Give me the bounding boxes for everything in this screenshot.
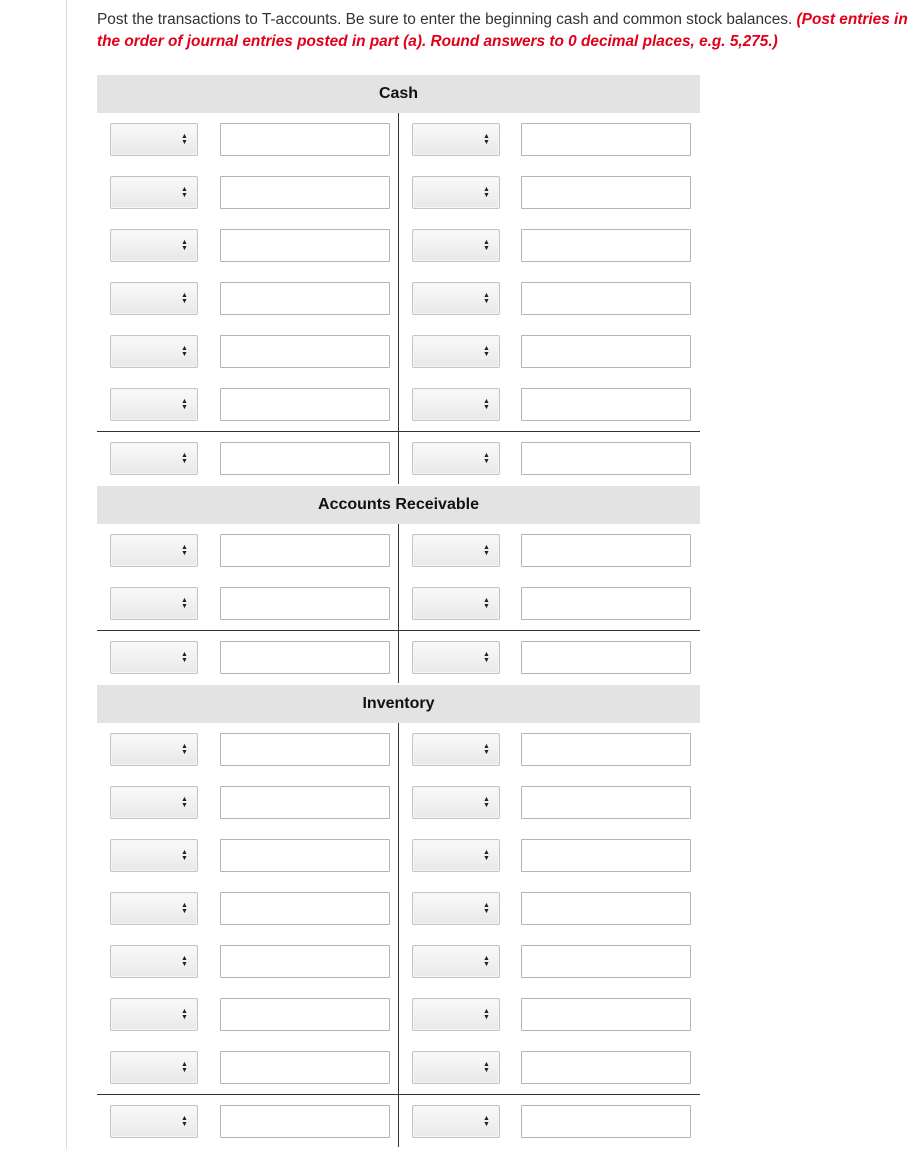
credit-amount-input[interactable] <box>521 335 691 368</box>
debit-amount-input[interactable] <box>220 1105 390 1138</box>
balance-row <box>97 630 700 683</box>
debit-amount-input[interactable] <box>220 442 390 475</box>
instructions-emphasis: (Post entries in the order of journal entries posted in part (a). Round answers to 0 decimal places, e.g. 5,275.) <box>97 11 908 50</box>
up-down-arrows-icon: ▲ ▼ <box>181 544 188 557</box>
up-down-arrows-icon: ▲ ▼ <box>181 743 188 756</box>
debit-account-select[interactable] <box>110 442 198 475</box>
up-down-arrows-icon: ▲ ▼ <box>483 1115 490 1128</box>
credit-amount-input[interactable] <box>521 587 691 620</box>
up-down-arrows-icon: ▲ ▼ <box>483 796 490 809</box>
balance-row <box>97 1094 700 1147</box>
credit-account-select[interactable] <box>412 1051 500 1084</box>
left-margin-rule <box>66 0 67 1149</box>
credit-amount-input[interactable] <box>521 945 691 978</box>
debit-amount-input[interactable] <box>220 998 390 1031</box>
up-down-arrows-icon: ▲ ▼ <box>483 597 490 610</box>
up-down-arrows-icon: ▲ ▼ <box>181 345 188 358</box>
entry-row <box>97 378 700 431</box>
debit-amount-input[interactable] <box>220 229 390 262</box>
entry-row <box>97 829 700 882</box>
entry-row <box>97 113 700 166</box>
debit-amount-input[interactable] <box>220 282 390 315</box>
credit-account-select[interactable] <box>412 442 500 475</box>
t-account-body <box>97 723 700 1147</box>
credit-account-select[interactable] <box>412 229 500 262</box>
up-down-arrows-icon: ▲ ▼ <box>483 955 490 968</box>
debit-account-select[interactable] <box>110 998 198 1031</box>
credit-amount-input[interactable] <box>521 641 691 674</box>
credit-amount-input[interactable] <box>521 282 691 315</box>
up-down-arrows-icon: ▲ ▼ <box>181 452 188 465</box>
credit-amount-input[interactable] <box>521 176 691 209</box>
credit-account-select[interactable] <box>412 892 500 925</box>
account-title: Inventory <box>97 685 700 723</box>
debit-amount-input[interactable] <box>220 1051 390 1084</box>
credit-amount-input[interactable] <box>521 442 691 475</box>
t-account-accounts-receivable <box>97 486 700 683</box>
up-down-arrows-icon: ▲ ▼ <box>483 1008 490 1021</box>
up-down-arrows-icon: ▲ ▼ <box>181 955 188 968</box>
debit-amount-input[interactable] <box>220 839 390 872</box>
up-down-arrows-icon: ▲ ▼ <box>181 597 188 610</box>
debit-account-select[interactable] <box>110 1105 198 1138</box>
debit-account-select[interactable] <box>110 282 198 315</box>
credit-account-select[interactable] <box>412 1105 500 1138</box>
debit-account-select[interactable] <box>110 733 198 766</box>
account-title: Accounts Receivable <box>97 486 700 524</box>
t-account-inventory <box>97 685 700 1147</box>
credit-amount-input[interactable] <box>521 534 691 567</box>
debit-amount-input[interactable] <box>220 388 390 421</box>
up-down-arrows-icon: ▲ ▼ <box>181 849 188 862</box>
up-down-arrows-icon: ▲ ▼ <box>181 651 188 664</box>
entry-row <box>97 166 700 219</box>
up-down-arrows-icon: ▲ ▼ <box>181 1061 188 1074</box>
entry-row <box>97 988 700 1041</box>
credit-account-select[interactable] <box>412 733 500 766</box>
debit-account-select[interactable] <box>110 388 198 421</box>
debit-amount-input[interactable] <box>220 945 390 978</box>
debit-account-select[interactable] <box>110 587 198 620</box>
debit-account-select[interactable] <box>110 123 198 156</box>
debit-amount-input[interactable] <box>220 641 390 674</box>
credit-account-select[interactable] <box>412 786 500 819</box>
debit-amount-input[interactable] <box>220 534 390 567</box>
up-down-arrows-icon: ▲ ▼ <box>483 849 490 862</box>
up-down-arrows-icon: ▲ ▼ <box>483 651 490 664</box>
entry-row <box>97 935 700 988</box>
entry-row <box>97 577 700 630</box>
credit-account-select[interactable] <box>412 282 500 315</box>
up-down-arrows-icon: ▲ ▼ <box>483 743 490 756</box>
t-account-body <box>97 113 700 484</box>
entry-row <box>97 776 700 829</box>
entry-row <box>97 219 700 272</box>
debit-account-select[interactable] <box>110 641 198 674</box>
up-down-arrows-icon: ▲ ▼ <box>181 239 188 252</box>
entry-row <box>97 325 700 378</box>
debit-amount-input[interactable] <box>220 587 390 620</box>
entry-row <box>97 272 700 325</box>
credit-account-select[interactable] <box>412 839 500 872</box>
credit-account-select[interactable] <box>412 388 500 421</box>
credit-account-select[interactable] <box>412 123 500 156</box>
up-down-arrows-icon: ▲ ▼ <box>483 133 490 146</box>
up-down-arrows-icon: ▲ ▼ <box>483 186 490 199</box>
debit-account-select[interactable] <box>110 786 198 819</box>
instructions <box>97 9 912 53</box>
debit-amount-input[interactable] <box>220 892 390 925</box>
credit-amount-input[interactable] <box>521 123 691 156</box>
account-title: Cash <box>97 75 700 113</box>
credit-account-select[interactable] <box>412 176 500 209</box>
credit-amount-input[interactable] <box>521 733 691 766</box>
up-down-arrows-icon: ▲ ▼ <box>181 133 188 146</box>
credit-amount-input[interactable] <box>521 892 691 925</box>
up-down-arrows-icon: ▲ ▼ <box>483 1061 490 1074</box>
credit-amount-input[interactable] <box>521 786 691 819</box>
credit-account-select[interactable] <box>412 534 500 567</box>
up-down-arrows-icon: ▲ ▼ <box>181 1008 188 1021</box>
debit-account-select[interactable] <box>110 176 198 209</box>
debit-account-select[interactable] <box>110 945 198 978</box>
debit-amount-input[interactable] <box>220 335 390 368</box>
up-down-arrows-icon: ▲ ▼ <box>181 292 188 305</box>
debit-account-select[interactable] <box>110 229 198 262</box>
credit-account-select[interactable] <box>412 641 500 674</box>
debit-account-select[interactable] <box>110 335 198 368</box>
up-down-arrows-icon: ▲ ▼ <box>483 345 490 358</box>
balance-row <box>97 431 700 484</box>
up-down-arrows-icon: ▲ ▼ <box>181 1115 188 1128</box>
credit-amount-input[interactable] <box>521 229 691 262</box>
debit-account-select[interactable] <box>110 534 198 567</box>
debit-account-select[interactable] <box>110 839 198 872</box>
credit-amount-input[interactable] <box>521 839 691 872</box>
credit-amount-input[interactable] <box>521 1051 691 1084</box>
up-down-arrows-icon: ▲ ▼ <box>483 292 490 305</box>
t-account-cash <box>97 75 700 484</box>
up-down-arrows-icon: ▲ ▼ <box>181 186 188 199</box>
entry-row <box>97 723 700 776</box>
credit-amount-input[interactable] <box>521 998 691 1031</box>
up-down-arrows-icon: ▲ ▼ <box>483 398 490 411</box>
debit-amount-input[interactable] <box>220 786 390 819</box>
up-down-arrows-icon: ▲ ▼ <box>483 902 490 915</box>
entry-row <box>97 1041 700 1094</box>
up-down-arrows-icon: ▲ ▼ <box>483 452 490 465</box>
debit-amount-input[interactable] <box>220 733 390 766</box>
up-down-arrows-icon: ▲ ▼ <box>181 398 188 411</box>
entry-row <box>97 882 700 935</box>
credit-account-select[interactable] <box>412 945 500 978</box>
instructions-text: Post the transactions to T-accounts. Be sure to enter the beginning cash and common stock balances. <box>97 11 797 28</box>
credit-account-select[interactable] <box>412 998 500 1031</box>
debit-amount-input[interactable] <box>220 176 390 209</box>
credit-amount-input[interactable] <box>521 1105 691 1138</box>
debit-amount-input[interactable] <box>220 123 390 156</box>
debit-account-select[interactable] <box>110 892 198 925</box>
credit-amount-input[interactable] <box>521 388 691 421</box>
entry-row <box>97 524 700 577</box>
up-down-arrows-icon: ▲ ▼ <box>181 796 188 809</box>
up-down-arrows-icon: ▲ ▼ <box>483 239 490 252</box>
t-account-body <box>97 524 700 683</box>
up-down-arrows-icon: ▲ ▼ <box>483 544 490 557</box>
credit-account-select[interactable] <box>412 335 500 368</box>
debit-account-select[interactable] <box>110 1051 198 1084</box>
up-down-arrows-icon: ▲ ▼ <box>181 902 188 915</box>
credit-account-select[interactable] <box>412 587 500 620</box>
